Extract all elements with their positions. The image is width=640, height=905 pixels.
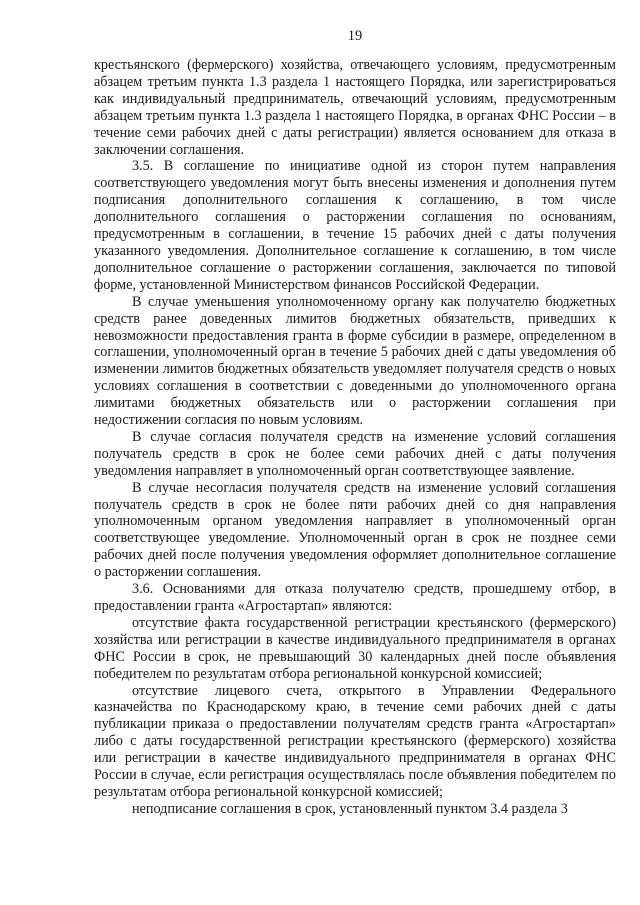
paragraph: 3.6. Основаниями для отказа получателю средств, прошедшему отбор, в предоставлении гранта «Агростартап» являются: [94,581,616,614]
paragraph: неподписание соглашения в срок, установленный пунктом 3.4 раздела 3 [132,800,568,817]
paragraph: 3.5. В соглашение по инициативе одной из сторон путем направления соответствующего уведомления могут быть внесены изменения и дополнения путем подписания дополнительного соглашения к соглашению, в том числе дополнительного соглашения о расторжении соглашения по основаниям, предусмотренным в соглашении, в течение 15 рабочих дней с даты получения указанного уведомления. Дополнительное соглашение к соглашению, в том числе дополнительное соглашение о расторжении соглашения, заключается по типовой форме, установленной Министерством финансов Российской Федерации. [94,158,616,293]
body-text [94,57,616,818]
page-number: 19 [347,28,363,44]
paragraph: В случае уменьшения уполномоченному органу как получателю бюджетных средств ранее доведенных лимитов бюджетных обязательств, приведших к невозможности предоставления гранта в форме субсидии в размере, определенном в соглашении, уполномоченный орган в течение 5 рабочих дней с даты уведомления об изменении лимитов бюджетных обязательств уведомляет получателя средств о новых условиях соглашения в соответствии с доведенными до уполномоченного органа лимитами бюджетных обязательств или о расторжении соглашения при недостижении согласия по новым условиям. [94,293,616,429]
paragraph: крестьянского (фермерского) хозяйства, отвечающего условиям, предусмотренным абзацем третьим пункта 1.3 раздела 1 настоящего Порядка, или зарегистрироваться как индивидуальный предприниматель, отвечающий условиям, предусмотренным абзацем третьим пункта 1.3 раздела 1 настоящего Порядка, в органах ФНС России – в течение семи рабочих дней с даты регистрации) является основанием для отказа в заключении соглашения. [94,57,616,158]
paragraph: отсутствие факта государственной регистрации крестьянского (фермерского) хозяйства или регистрации в качестве индивидуального предпринимателя в органах ФНС России в срок, не превышающий 30 календарных дней после объявления победителем по результатам отбора региональной конкурсной комиссией; [94,614,616,682]
paragraph: В случае несогласия получателя средств на изменение условий соглашения получатель средств в срок не более пяти рабочих дней со дня направления уполномоченным органом уведомления направляет в уполномоченный орган соответствующее уведомление. Уполномоченный орган в срок не позднее семи рабочих дней после получения уведомления оформляет дополнительное соглашение о расторжении соглашения. [94,479,616,581]
paragraph: В случае согласия получателя средств на изменение условий соглашения получатель средств в срок не более семи рабочих дней с даты получения уведомления направляет в уполномоченный орган соответствующее заявление. [94,428,616,479]
paragraph: отсутствие лицевого счета, открытого в Управлении Федерального казначейства по Краснодарскому краю, в течение семи рабочих дней с даты публикации приказа о предоставлении получателям средств гранта «Агростартап» либо с даты государственной регистрации крестьянского (фермерского) хозяйства или регистрации в качестве индивидуального предпринимателя в органах ФНС России в случае, если регистрация осуществлялась после объявления победителем по результатам отбора региональной конкурсной комиссией; [94,682,616,800]
